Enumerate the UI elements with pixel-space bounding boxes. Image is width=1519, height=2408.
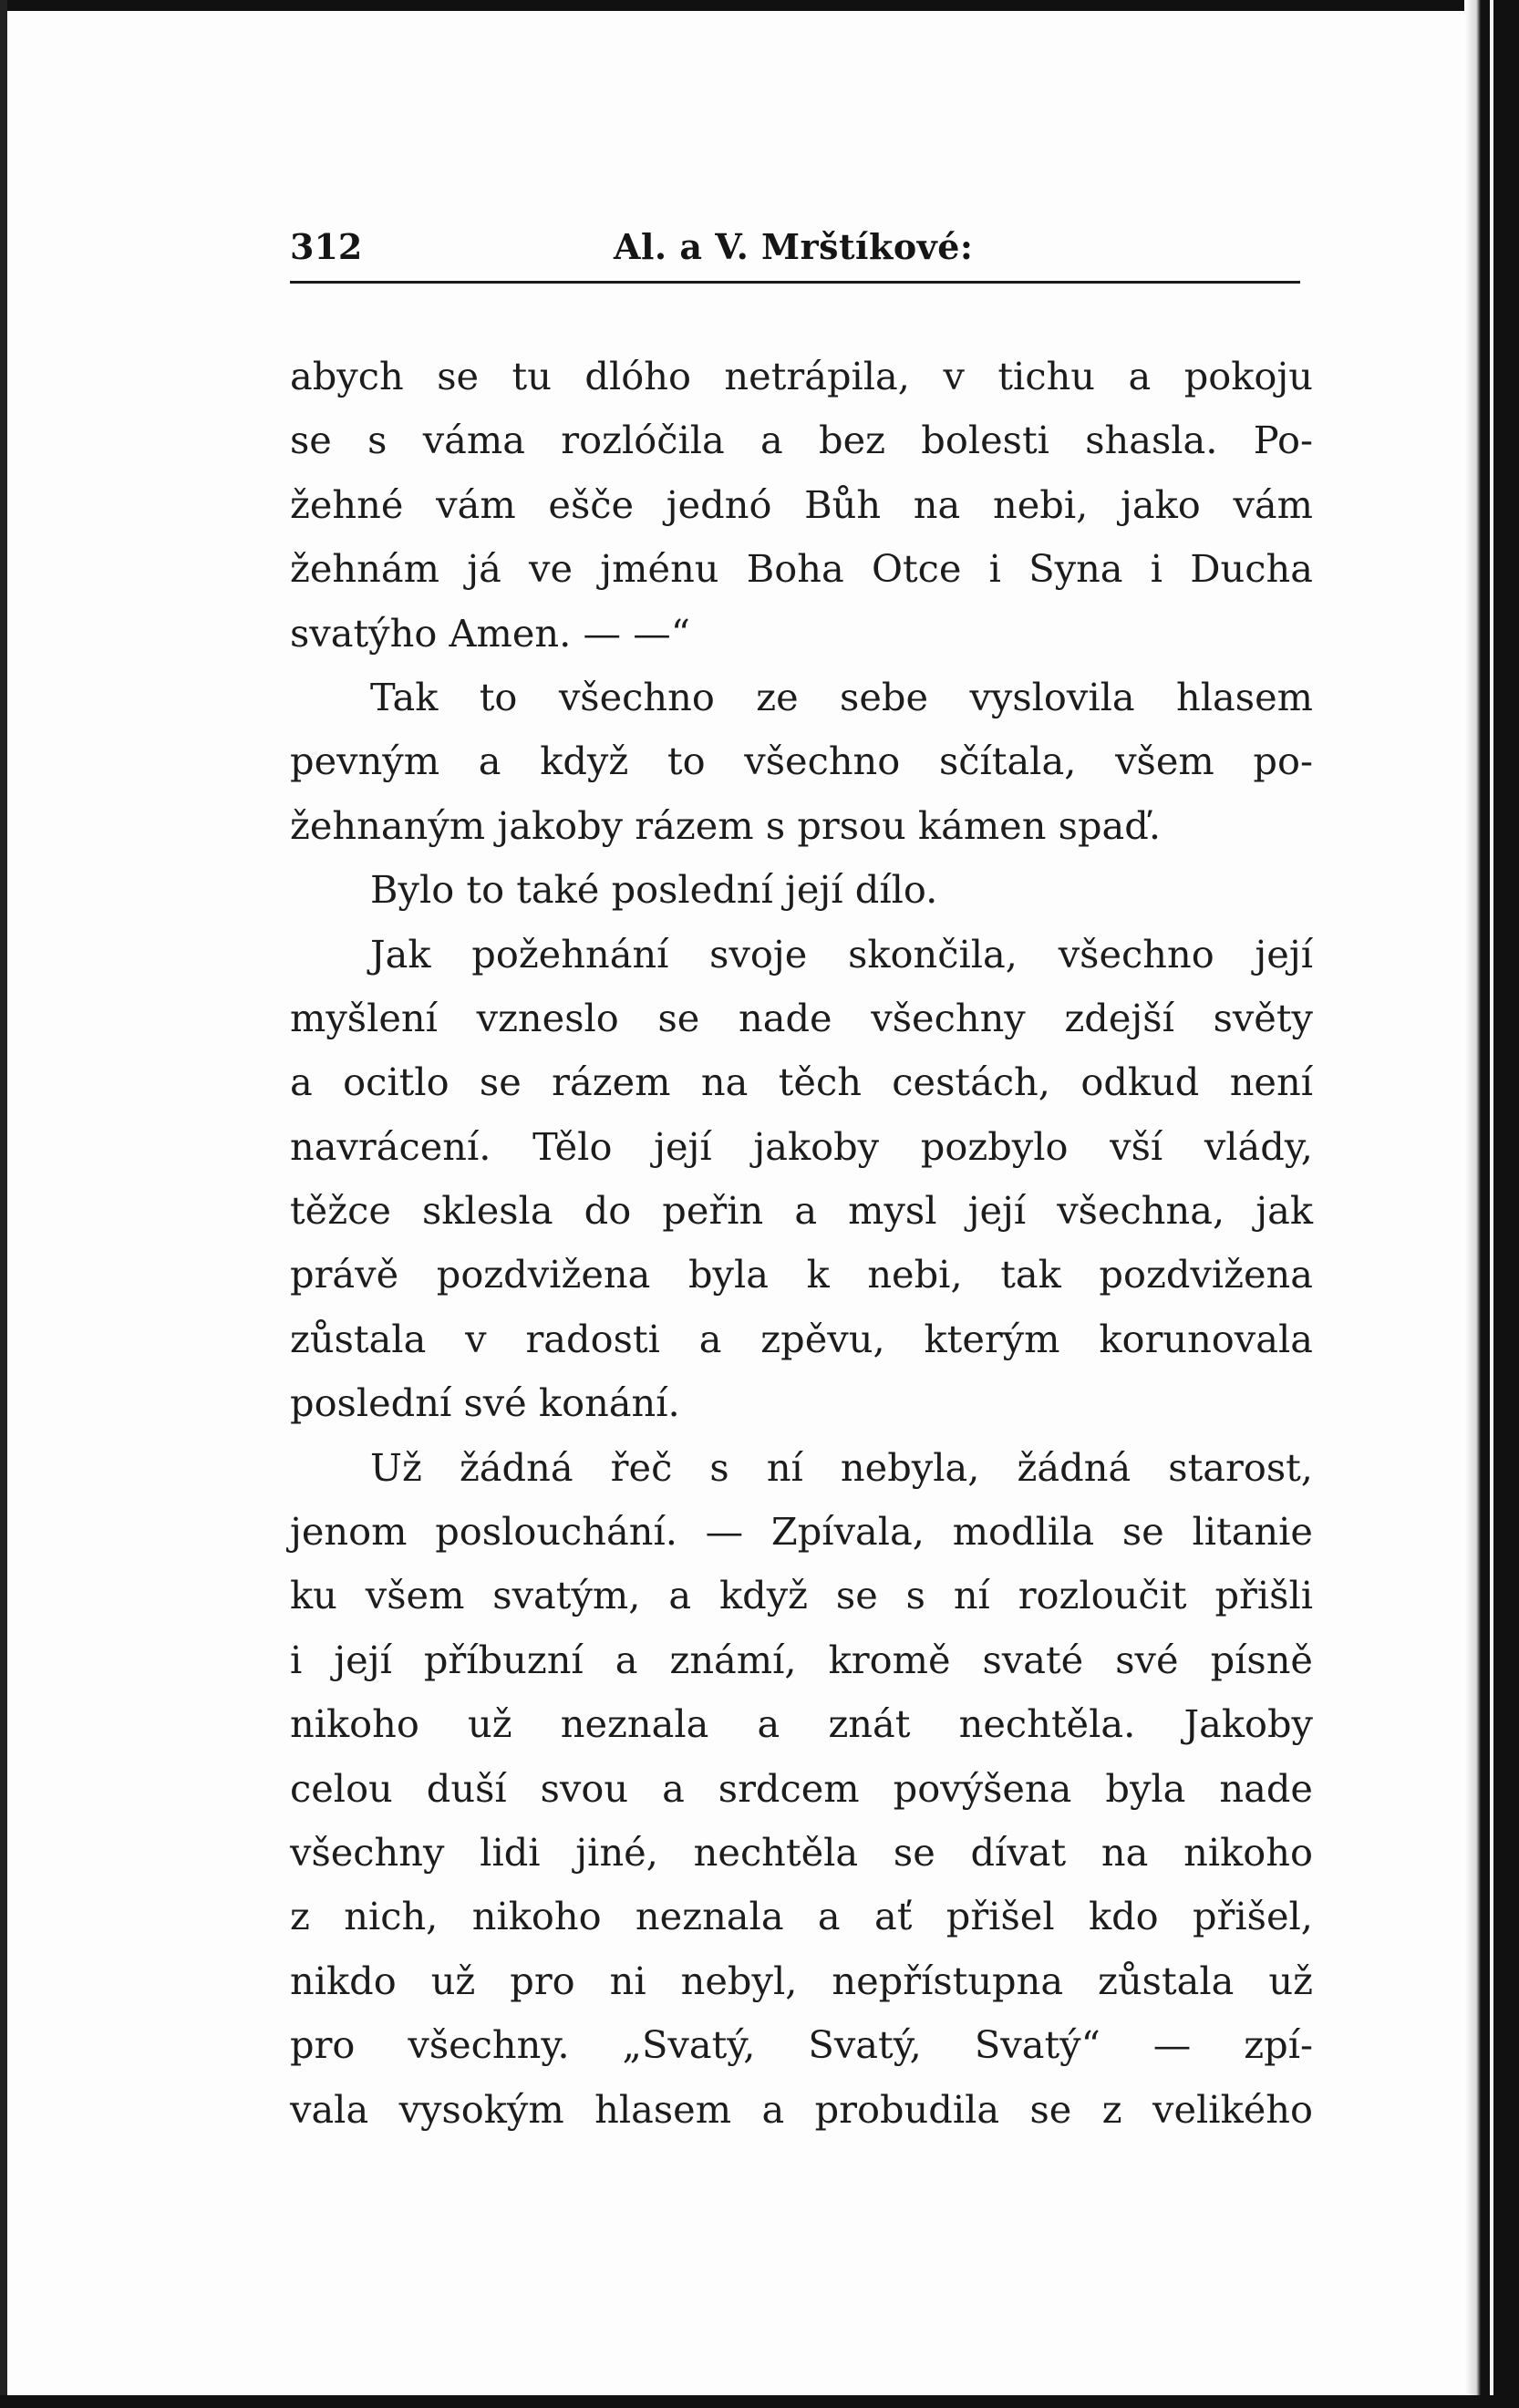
text-line: poslední své konání. — [290, 1380, 680, 1426]
text-line: navrácení. Tělo její jakoby pozbylo vší vlády, — [290, 1123, 1313, 1169]
page-number: 312 — [290, 226, 363, 267]
text-line: celou duší svou a srdcem povýšena byla nade — [290, 1765, 1313, 1811]
text-line: jenom poslouchání. — Zpívala, modlila se litanie — [290, 1509, 1313, 1555]
text-line: žehné vám ešče jednó Bůh na nebi, jako vám — [290, 481, 1313, 527]
running-head — [290, 219, 1300, 274]
text-line: svatýho Amen. — —“ — [290, 610, 690, 656]
text-line: Jak požehnání svoje skončila, všechno její — [370, 931, 1313, 977]
text-line: vala vysokým hlasem a probudila se z velikého — [290, 2086, 1313, 2132]
body-text — [290, 345, 1313, 2142]
text-line: ku všem svatým, a když se s ní rozloučit přišli — [290, 1573, 1313, 1618]
text-line: z nich, nikoho neznala a ať přišel kdo přišel, — [290, 1894, 1313, 1939]
text-line: všechny lidi jiné, nechtěla se dívat na nikoho — [290, 1829, 1313, 1875]
text-line: Bylo to také poslední její dílo. — [370, 867, 938, 913]
text-line: těžce sklesla do peřin a mysl její všechna, jak — [290, 1188, 1313, 1234]
text-line: zůstala v radosti a zpěvu, kterým korunovala — [290, 1316, 1313, 1361]
header-rule — [290, 281, 1300, 284]
running-title: Al. a V. Mrštíkové: — [614, 226, 974, 267]
text-line: abych se tu dlóho netrápila, v tichu a pokoju — [290, 354, 1313, 398]
binding-highlight — [1490, 0, 1493, 2408]
scan-left-edge — [0, 0, 7, 2408]
text-line: i její příbuzní a známí, kromě svaté své písně — [290, 1637, 1313, 1682]
text-line: žehnám já ve jménu Boha Otce i Syna i Ducha — [290, 546, 1313, 592]
text-line: právě pozdvižena byla k nebi, tak pozdvižena — [290, 1252, 1313, 1297]
text-line: se s váma rozlóčila a bez bolesti shasla. Po- — [290, 418, 1313, 463]
text-line: pevným a když to všechno sčítala, všem po- — [290, 739, 1313, 784]
text-line: pro všechny. „Svatý, Svatý, Svatý“ — zpí- — [290, 2022, 1313, 2068]
text-line: nikdo už pro ni nebyl, nepřístupna zůstala už — [290, 1958, 1313, 2003]
text-line: a ocitlo se rázem na těch cestách, odkud není — [290, 1059, 1313, 1105]
text-line: žehnaným jakoby rázem s prsou kámen spaď. — [290, 802, 1162, 848]
text-line: nikoho už neznala a znát nechtěla. Jakoby — [290, 1701, 1313, 1747]
text-line: Tak to všechno ze sebe vyslovila hlasem — [370, 674, 1313, 719]
text-line: Už žádná řeč s ní nebyla, žádná starost, — [370, 1444, 1313, 1490]
text-line: myšlení vzneslo se nade všechny zdejší světy — [290, 995, 1313, 1040]
scan-top-edge — [0, 0, 1519, 11]
scan-bottom-edge — [0, 2395, 1519, 2408]
